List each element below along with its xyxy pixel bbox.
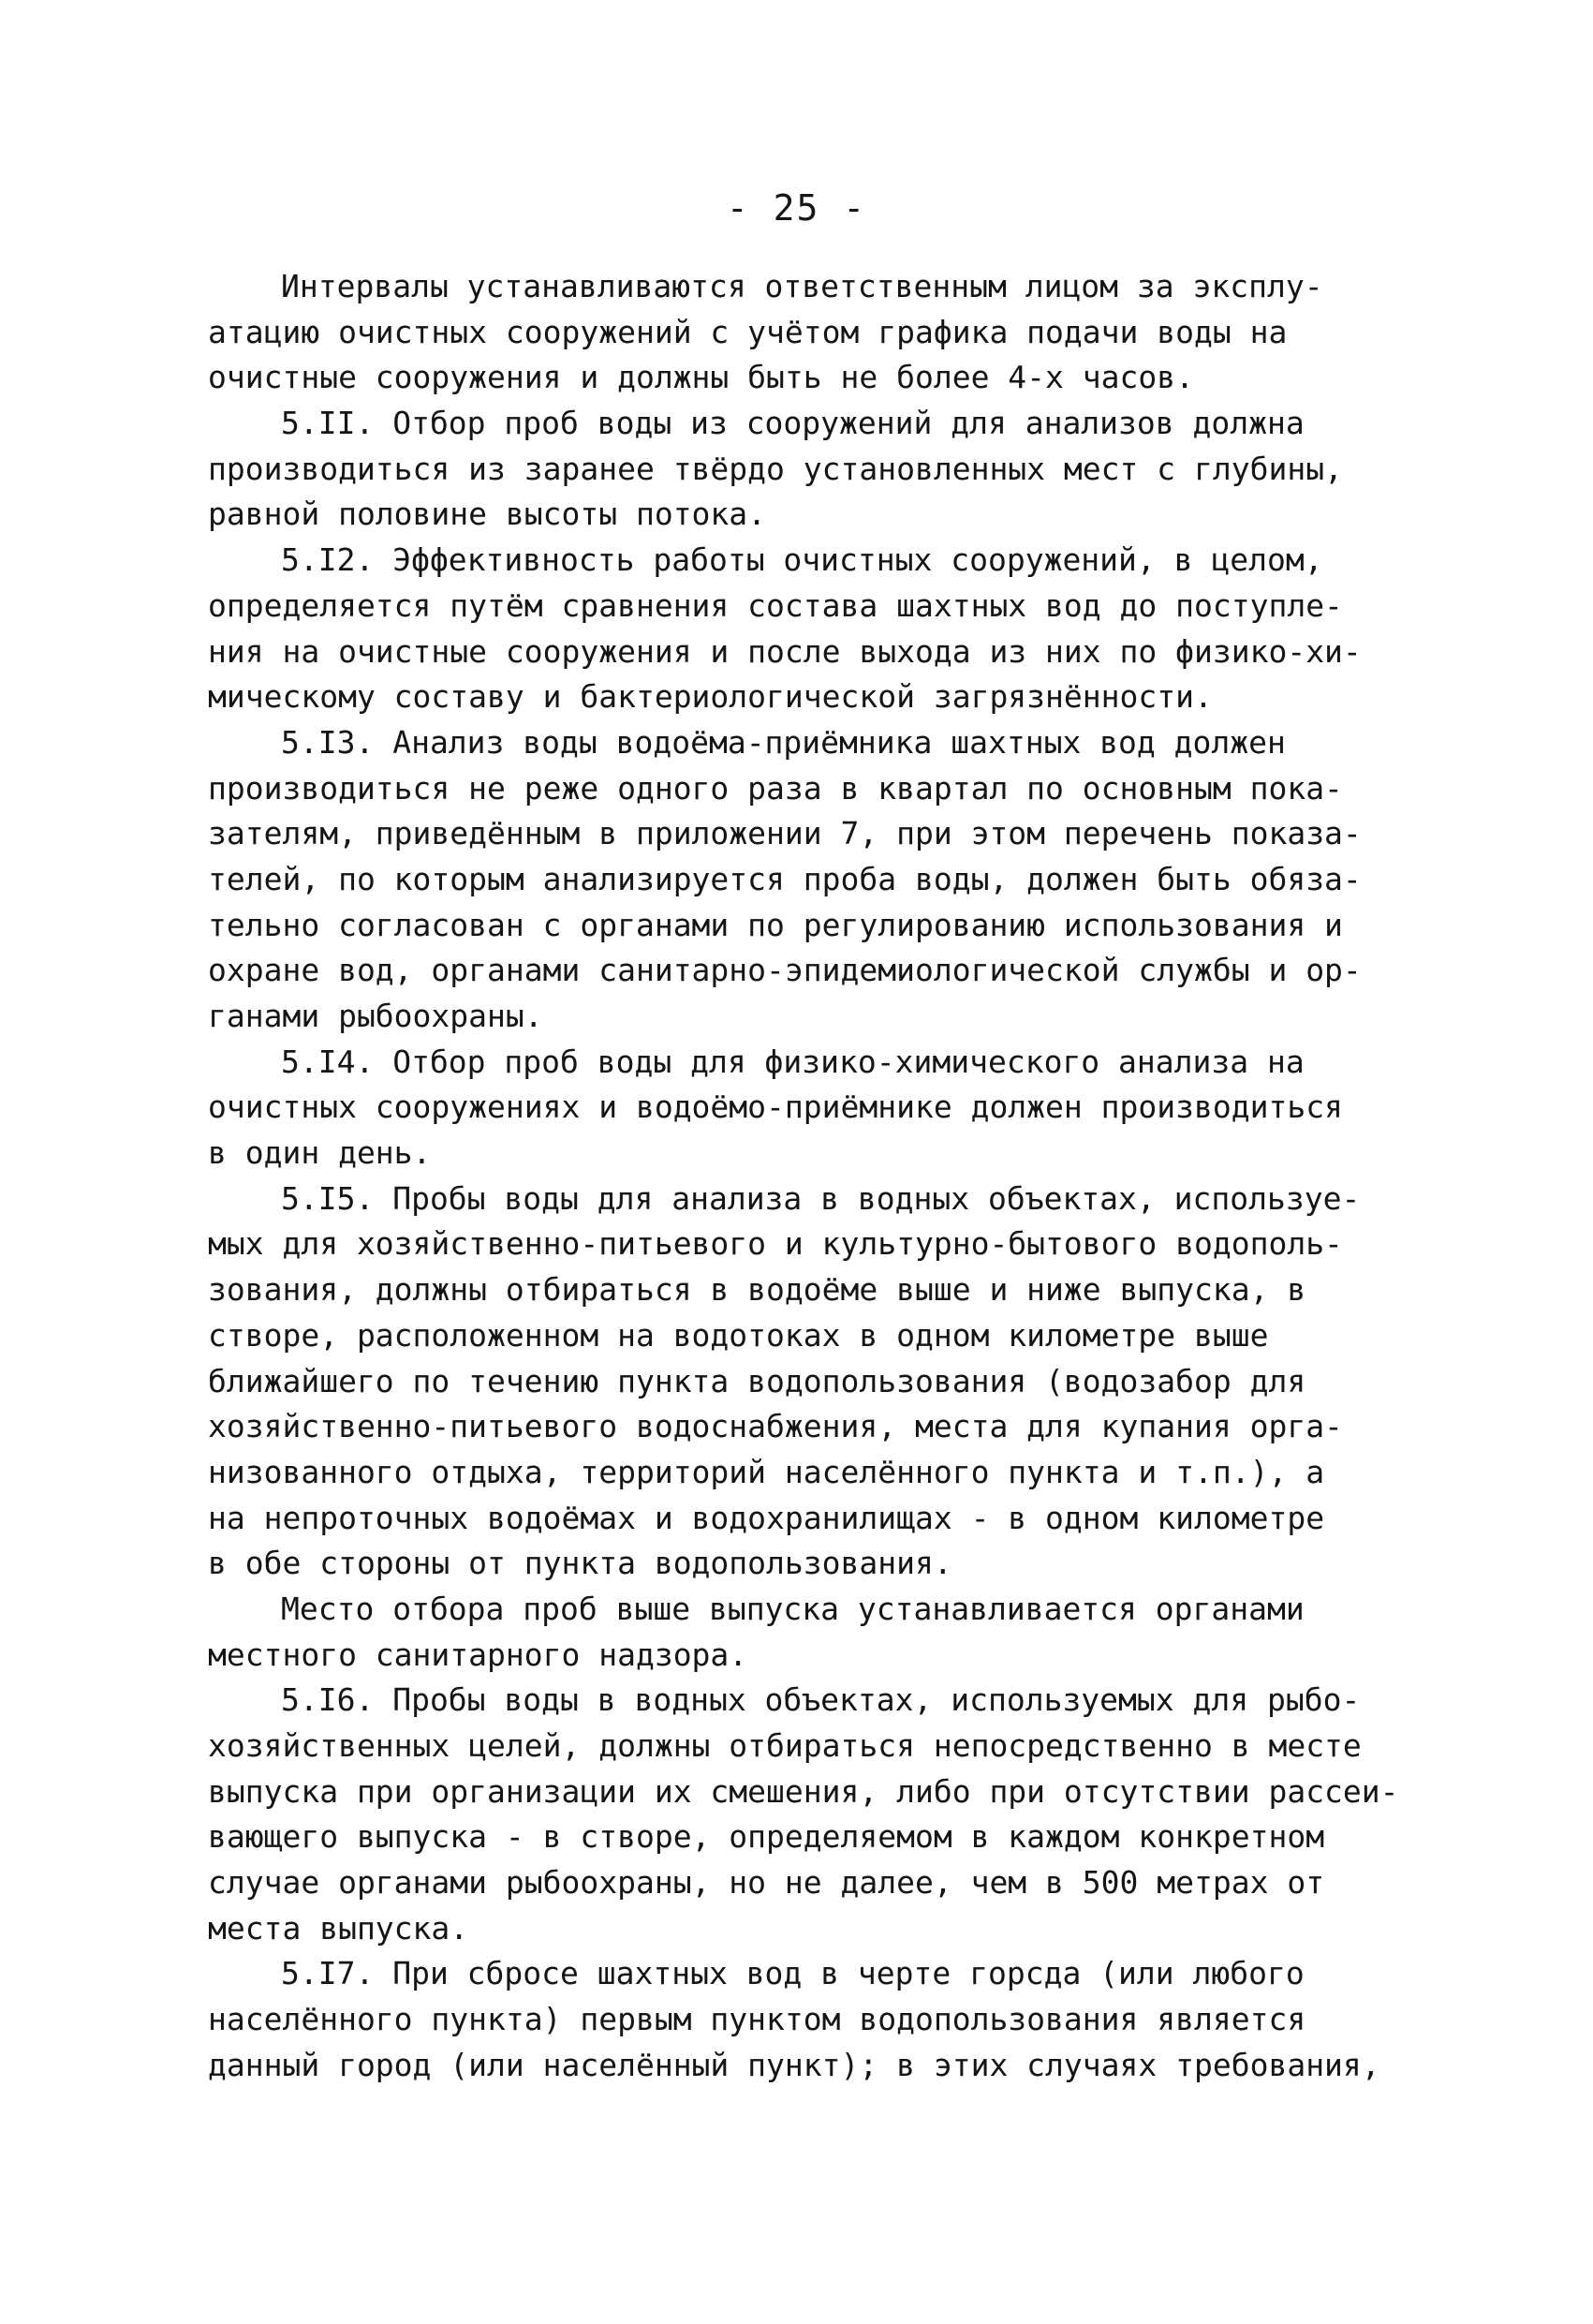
text-line: мическому составу и бактериологической загрязнённости. (208, 678, 1213, 716)
text-line: 5.I6. Пробы воды в водных объектах, используемых для рыбо- (281, 1681, 1361, 1719)
text-line: мых для хозяйственно-питьевого и культурно-бытового водополь- (208, 1225, 1343, 1263)
text-line: местного санитарного надзора. (208, 1636, 748, 1673)
text-line: случае органами рыбоохраны, но не далее, чем в 500 метрах от (208, 1864, 1325, 1902)
text-line: определяется путём сравнения состава шахтных вод до поступле- (208, 586, 1343, 624)
text-line: на непроточных водоёмах и водохранилищах - в одном километре (208, 1499, 1325, 1536)
text-line: производиться из заранее твёрдо установленных мест с глубины, (208, 450, 1343, 487)
text-line: 5.I2. Эффективность работы очистных сооружений, в целом, (281, 541, 1323, 579)
text-line: в обе стороны от пункта водопользования. (208, 1545, 952, 1582)
text-line: Место отбора проб выше выпуска устанавливается органами (281, 1590, 1305, 1627)
text-line: охране вод, органами санитарно-эпидемиологической службы и ор- (208, 952, 1362, 989)
text-line: 5.I5. Пробы воды для анализа в водных объектах, используе- (281, 1179, 1361, 1217)
text-line: хозяйственных целей, должны отбираться непосредственно в месте (208, 1727, 1362, 1764)
page-number: - 25 - (726, 187, 867, 229)
text-line: атацию очистных сооружений с учётом графика подачи воды на (208, 313, 1288, 350)
text-line: 5.I7. При сбросе шахтных вод в черте горсда (или любого (281, 1955, 1305, 1992)
text-line: хозяйственно-питьевого водоснабжения, места для купания орга- (208, 1408, 1343, 1445)
text-line: створе, расположенном на водотоках в одном километре выше (208, 1316, 1269, 1354)
text-line: данный город (или населённый пункт); в этих случаях требования, (208, 2046, 1380, 2083)
text-line: зателям, приведённым в приложении 7, при этом перечень показа- (208, 815, 1362, 852)
text-line: населённого пункта) первым пунктом водопользования является (208, 2001, 1306, 2038)
text-line: тельно согласован с органами по регулированию использования и (208, 906, 1343, 943)
text-line: ния на очистные сооружения и после выхода из них по физико-хи- (208, 632, 1362, 670)
text-line: выпуска при организации их смешения, либо при отсутствии рассеи- (208, 1772, 1399, 1810)
text-line: низованного отдыха, территорий населённого пункта и т.п.), а (208, 1453, 1325, 1490)
text-line: производиться не реже одного раза в квартал по основным пока- (208, 769, 1343, 807)
text-line: в один день. (208, 1134, 432, 1172)
text-line: ганами рыбоохраны. (208, 998, 543, 1034)
text-line: 5.II. Отбор проб воды из сооружений для анализов должна (281, 405, 1305, 442)
text-line: места выпуска. (208, 1909, 469, 1947)
text-line: 5.I4. Отбор проб воды для физико-химического анализа на (281, 1043, 1305, 1080)
text-line: телей, по которым анализируется проба воды, должен быть обяза- (208, 860, 1362, 897)
text-line: Интервалы устанавливаются ответственным лицом за эксплу- (281, 268, 1323, 304)
text-line: равной половине высоты потока. (208, 496, 767, 533)
body-text (208, 264, 1444, 2089)
text-line: 5.I3. Анализ воды водоёма-приёмника шахтных вод должен (281, 723, 1286, 761)
text-line: вающего выпуска - в створе, определяемом в каждом конкретном (208, 1818, 1325, 1856)
text-line: очистные сооружения и должны быть не более 4-х часов. (208, 359, 1194, 396)
text-line: зования, должны отбираться в водоёме выше и ниже выпуска, в (208, 1271, 1306, 1309)
text-line: ближайшего по течению пункта водопользования (водозабор для (208, 1362, 1306, 1399)
text-line: очистных сооружениях и водоёмо-приёмнике должен производиться (208, 1088, 1343, 1126)
